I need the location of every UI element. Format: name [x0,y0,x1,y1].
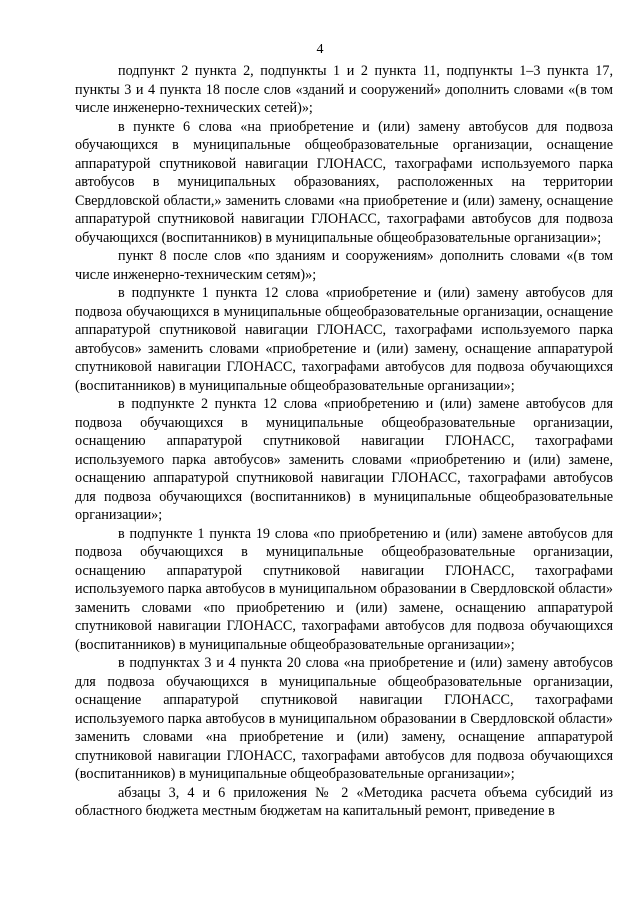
paragraph: пункт 8 после слов «по зданиям и сооружениям» дополнить словами «(в том числе инженерно-техническим сетям)»; [75,248,613,283]
paragraph: подпункт 2 пункта 2, подпункты 1 и 2 пункта 11, подпункты 1–3 пункта 17, пункты 3 и 4 пункта 18 после слов «зданий и сооружений» дополнить словами «(в том числе инженерно-технических сетей)»; [75,63,613,116]
paragraph: в пункте 6 слова «на приобретение и (или) замену автобусов для подвоза обучающихся в муниципальные общеобразовательные организации, оснащение аппаратурой спутниковой навигации ГЛОНАСС, тахографами используемого парка автобусов в муниципальных образованиях, расположенных на территории Свердловской области,» заменить словами «на приобретение и (или) замену, оснащение аппаратурой спутниковой навигации ГЛОНАСС, тахографами автобусов для подвоза обучающихся (воспитанников) в муниципальные общеобразовательные организации»; [75,118,613,246]
document-body [75,62,613,821]
paragraph: в подпункте 1 пункта 12 слова «приобретение и (или) замену автобусов для подвоза обучающихся в муниципальные общеобразовательные организации, оснащение аппаратурой спутниковой навигации ГЛОНАСС, тахографами используемого парка автобусов» заменить словами «приобретение и (или) замену, оснащение аппаратурой спутниковой навигации ГЛОНАСС, тахографами автобусов для подвоза обучающихся (воспитанников) в муниципальные общеобразовательные организации»; [75,285,613,394]
paragraph: абзацы 3, 4 и 6 приложения № 2 «Методика расчета объема субсидий из областного бюджета местным бюджетам на капитальный ремонт, приведение в [75,784,613,819]
paragraph: в подпункте 2 пункта 12 слова «приобретению и (или) замене автобусов для подвоза обучающихся в муниципальные общеобразовательные организации, оснащению аппаратурой спутниковой навигации ГЛОНАСС, тахографами используемого парка автобусов» заменить словами «приобретению и (или) замене, оснащению аппаратурой спутниковой навигации ГЛОНАСС, тахографами автобусов для подвоза обучающихся (воспитанников) в муниципальные общеобразовательные организации»; [75,396,613,523]
paragraph: в подпунктах 3 и 4 пункта 20 слова «на приобретение и (или) замену автобусов для подвоза обучающихся в муниципальные общеобразовательные организации, оснащение аппаратурой спутниковой навигации ГЛОНАСС, тахографами используемого парка автобусов в муниципальном образовании в Свердловской области» заменить словами «на приобретение и (или) замену, оснащение аппаратурой спутниковой навигации ГЛОНАСС, тахографами автобусов для подвоза обучающихся (воспитанников) в муниципальные общеобразовательные организации»; [75,655,613,782]
page-number: 4 [316,42,324,57]
paragraph: в подпункте 1 пункта 19 слова «по приобретению и (или) замене автобусов для подвоза обучающихся в муниципальные общеобразовательные организации, оснащению аппаратурой спутниковой навигации ГЛОНАСС, тахографами используемого парка автобусов в муниципальном образовании в Свердловской области» заменить словами «по приобретению и (или) замене, оснащению аппаратурой спутниковой навигации ГЛОНАСС, тахографами автобусов для подвоза обучающихся (воспитанников) в муниципальные общеобразовательные организации»; [75,525,613,653]
